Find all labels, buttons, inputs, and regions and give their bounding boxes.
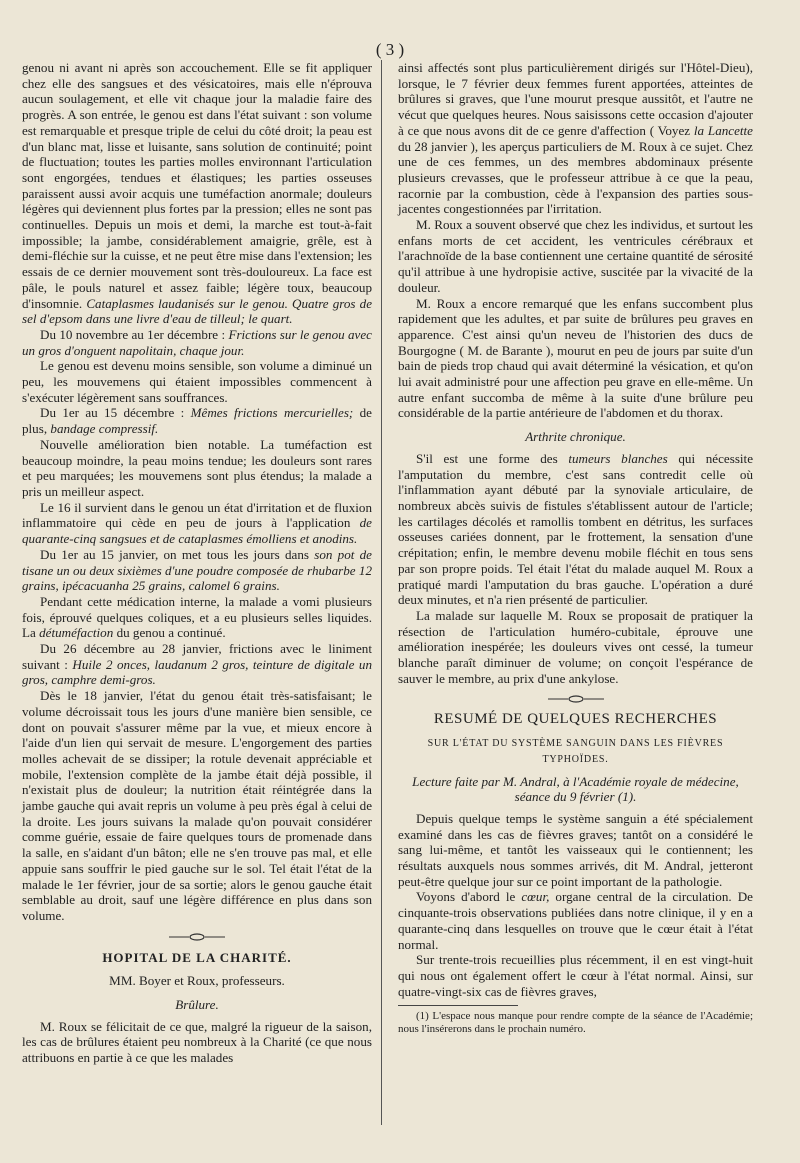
footnote: (1) L'espace nous manque pour rendre compte de la séance de l'Académie; nous l'insérerons dans le prochain numéro. (398, 1010, 753, 1036)
lecture-line: Lecture faite par M. Andral, à l'Académie royale de médecine, séance du 9 février (1). (412, 773, 739, 805)
paragraph: Nouvelle amélioration bien notable. La tuméfaction est beaucoup moindre, la peau moins tendue; les douleurs sont rares et peu marquées; les mouvemens sont plus étendus; la malade a pris un meilleur aspect. (22, 436, 372, 499)
article-title: RESUMÉ DE QUELQUES RECHERCHES (433, 711, 718, 728)
paragraph: Sur trente-trois recueillies plus récemment, il en est vingt-huit qui nous ont également offert le cœur à l'état normal. Ainsi, sur quatre-vingt-six cas de fièvres graves, (398, 952, 753, 999)
paragraph: M. Roux se félicitait de ce que, malgré la rigueur de la saison, les cas de brûlures étaient peu nombreux à la Charité (ce que nous attribuons en partie à ce que les malades (22, 1018, 372, 1066)
left-column (22, 60, 372, 1066)
professors-line: MM. Boyer et Roux, professeurs. (109, 973, 285, 989)
page-number: ( 3 ) (375, 40, 405, 59)
paragraph: M. Roux a souvent observé que chez les individus, et surtout les enfans morts de cet accident, les ventricules cérébraux et l'arachnoïde de la base contiennent une certaine quantité de sérosité qu'il attribue à une hydropisie active, suscitée par la vivacité de la douleur. (398, 217, 753, 295)
paragraph: Du 1er au 15 décembre : Mêmes frictions mercurielles; de plus, bandage compressif. (22, 405, 372, 437)
article-subtitle: SUR L'ÉTAT DU SYSTÈME SANGUIN DANS LES FIÈVRES TYPHOÏDES. (427, 738, 724, 765)
paragraph: Le 16 il survient dans le genou un état d'irritation et de fluxion inflammatoire qui cède en peu de jours à l'application de quarante-cinq sangsues et de cataplasmes émolliens et anodins. (22, 499, 372, 547)
paragraph: M. Roux a encore remarqué que les enfans succombent plus rapidement que les adultes, et par suite de brûlures peu graves en apparence. C'est ainsi qu'un neveu de l'historien des ducs de Bourgogne ( M. de Barante ), mourut en peu de jours par suite d'un bain de pieds trop chaud qui avait déterminé la vésication, et qu'on lui avait administré pour une affection peu grave en elle-même. Un autre enfant succomba de même à la suite d'une brûlure peu considérable de la partie antérieure de l'abdomen et du thorax. (398, 295, 753, 421)
paragraph: Le genou est devenu moins sensible, son volume a diminué un peu, les mouvemens qui étaient impossibles commencent à s'exécuter légèrement sans souffrances. (22, 358, 372, 405)
paragraph: Depuis quelque temps le système sanguin a été spécialement examiné dans les cas de fièvres graves; tantôt on a considéré le sang lui-même, et tantôt les vaisseaux qui le contiennent; les résultats auxquels nous sommes arrivés, dit M. Andral, jetteront peut-être quelque jour sur ce point important de la pathologie. (398, 810, 753, 889)
paragraph: Du 26 décembre au 28 janvier, frictions avec le liniment suivant : Huile 2 onces, laudanum 2 gros, teinture de digitale un gros, camphre demi-gros. (22, 641, 372, 688)
subsection-heading: Arthrite chronique. (525, 429, 626, 445)
paragraph: Voyons d'abord le cœur, organe central de la circulation. De cinquante-trois observations publiées dans notre clinique, il y en a quarante-cinq dans lesquelles on trouve que le cœur était à l'état normal. (398, 889, 753, 952)
paragraph: Dès le 18 janvier, l'état du genou était très-satisfaisant; le volume décroissait tous les jours d'une manière bien sensible, ce dont on pouvait s'assurer même par la vue, et mieux encore à l'aide d'un lien qui servait de mesure. L'engorgement des parties molles achevait de se dissiper; la rotule devenait appréciable et mobile, l'extension complète de la jambe était déjà possible, il n'existait plus de douleur; la nutrition était réintégrée dans la jambe gauche qui avait repris un volume à peu près égal à celui de la droite. Les jours suivans la malade qu'on pouvait considérer comme guérie, essaie de faire quelques tours de promenade dans la salle, en s'aidant d'un bâton; elle ne s'en trouve pas mal, et elle appuie sans souffrir le pied gauche sur le sol. Tel était l'état de la malade le 1er février, jour de sa sortie; alors le genou gauche était semblable au droit, sauf une légère différence en plus dans son volume. (22, 688, 372, 923)
right-column (398, 60, 753, 1036)
paragraph: Du 10 novembre au 1er décembre : Frictions sur le genou avec un gros d'onguent napolitain, chaque jour. (22, 326, 372, 358)
footnote-rule (398, 1005, 518, 1006)
paragraph: Du 1er au 15 janvier, on met tous les jours dans son pot de tisane un ou deux sixièmes d'une poudre composée de rhubarbe 12 grains, ipécacuanha 25 grains, calomel 6 grains. (22, 546, 372, 594)
ornament-divider (546, 694, 606, 704)
section-heading: HOPITAL DE LA CHARITÉ. (102, 949, 292, 965)
ornament-divider (167, 932, 227, 942)
paragraph: La malade sur laquelle M. Roux se proposait de pratiquer la résection de l'articulation huméro-cubitale, éprouve une amélioration inespérée; les douleurs vives ont cessé, la tumeur blanche paraît diminuer de volume; on conçoit l'espérance de sauver le membre, au prix d'une ankylose. (398, 607, 753, 686)
paragraph: S'il est une forme des tumeurs blanches qui nécessite l'amputation du membre, c'est sans contredit celle où l'inflammation ayant débuté par la synoviale articulaire, de nombreux abcès suivis de fistules s'établissent autour de l'article; les cartilages décolés et ramollis tombent en détritus, les surfaces osseuses cariées donnent, par le frottement, la sensation d'une crépitation; enfin, le membre devenu mobile fléchit en tous sens par son propre poids. Tel était l'état du malade auquel M. Roux a pratiqué mardi l'amputation du bras gauche. L'opération a duré deux minutes, et n'a rien présenté de particulier. (398, 450, 754, 608)
paragraph: Pendant cette médication interne, la malade a vomi plusieurs fois, éprouvé quelques coliques, et a eu plusieurs selles liquides. La détuméfaction du genou a continué. (22, 593, 372, 641)
column-divider (381, 60, 382, 1125)
subsection-heading: Brûlure. (175, 997, 219, 1013)
paragraph: genou ni avant ni après son accouchement. Elle se fit appliquer chez elle des sangsues et des vésicatoires, mais elle n'éprouva aucun soulagement, et elle vit chaque jour la maladie faire des progrès. A son entrée, le genou est dans l'état suivant : son volume est remarquable et presque triple de celui du côté droit; la peau est d'un blanc mat, lisse et luisante, sans solution de continuité; point de fluctuation; toutes les parties molles environnant l'articulation sont engorgées, tendues et élastiques; les parties osseuses paraissent aussi avoir acquis une tuméfaction anormale; douleurs légères qui deviennent plus fortes par la pression; elles ne sont pas continuelles. Depuis un mois et demi, la marche est tout-à-fait impossible; la jambe, considérablement amaigrie, grêle, est à demi-fléchie sur la cuisse, et ne peut être mise dans l'extension; les essais de ce dernier mouvement sont très-douloureux. La face est pâle, le pouls naturel et assez faible; légère toux, beaucoup d'insomnie. Cataplasmes laudanisés sur le genou. Quatre gros de sel d'epsom dans une livre d'eau de tilleul; le quart. (22, 60, 373, 327)
paragraph: ainsi affectés sont plus particulièrement dirigés sur l'Hôtel-Dieu), lorsque, le 7 février deux femmes furent apportées, atteintes de brûlures si graves, que l'une mourut presque aussitôt, et l'autre ne vécut que quelques heures. Nous saisissons cette occasion d'ajouter à ce que nous avons dit de ce genre d'affection ( Voyez la Lancette du 28 janvier ), les aperçus particuliers de M. Roux à ce sujet. Chez une de ces femmes, un des membres abdominaux présente plusieurs crevasses, que le professeur attribue à ce que la peau, racornie par la combustion, cède à l'expansion des parties sous-jacentes congestionnées par l'irritation. (398, 60, 753, 217)
